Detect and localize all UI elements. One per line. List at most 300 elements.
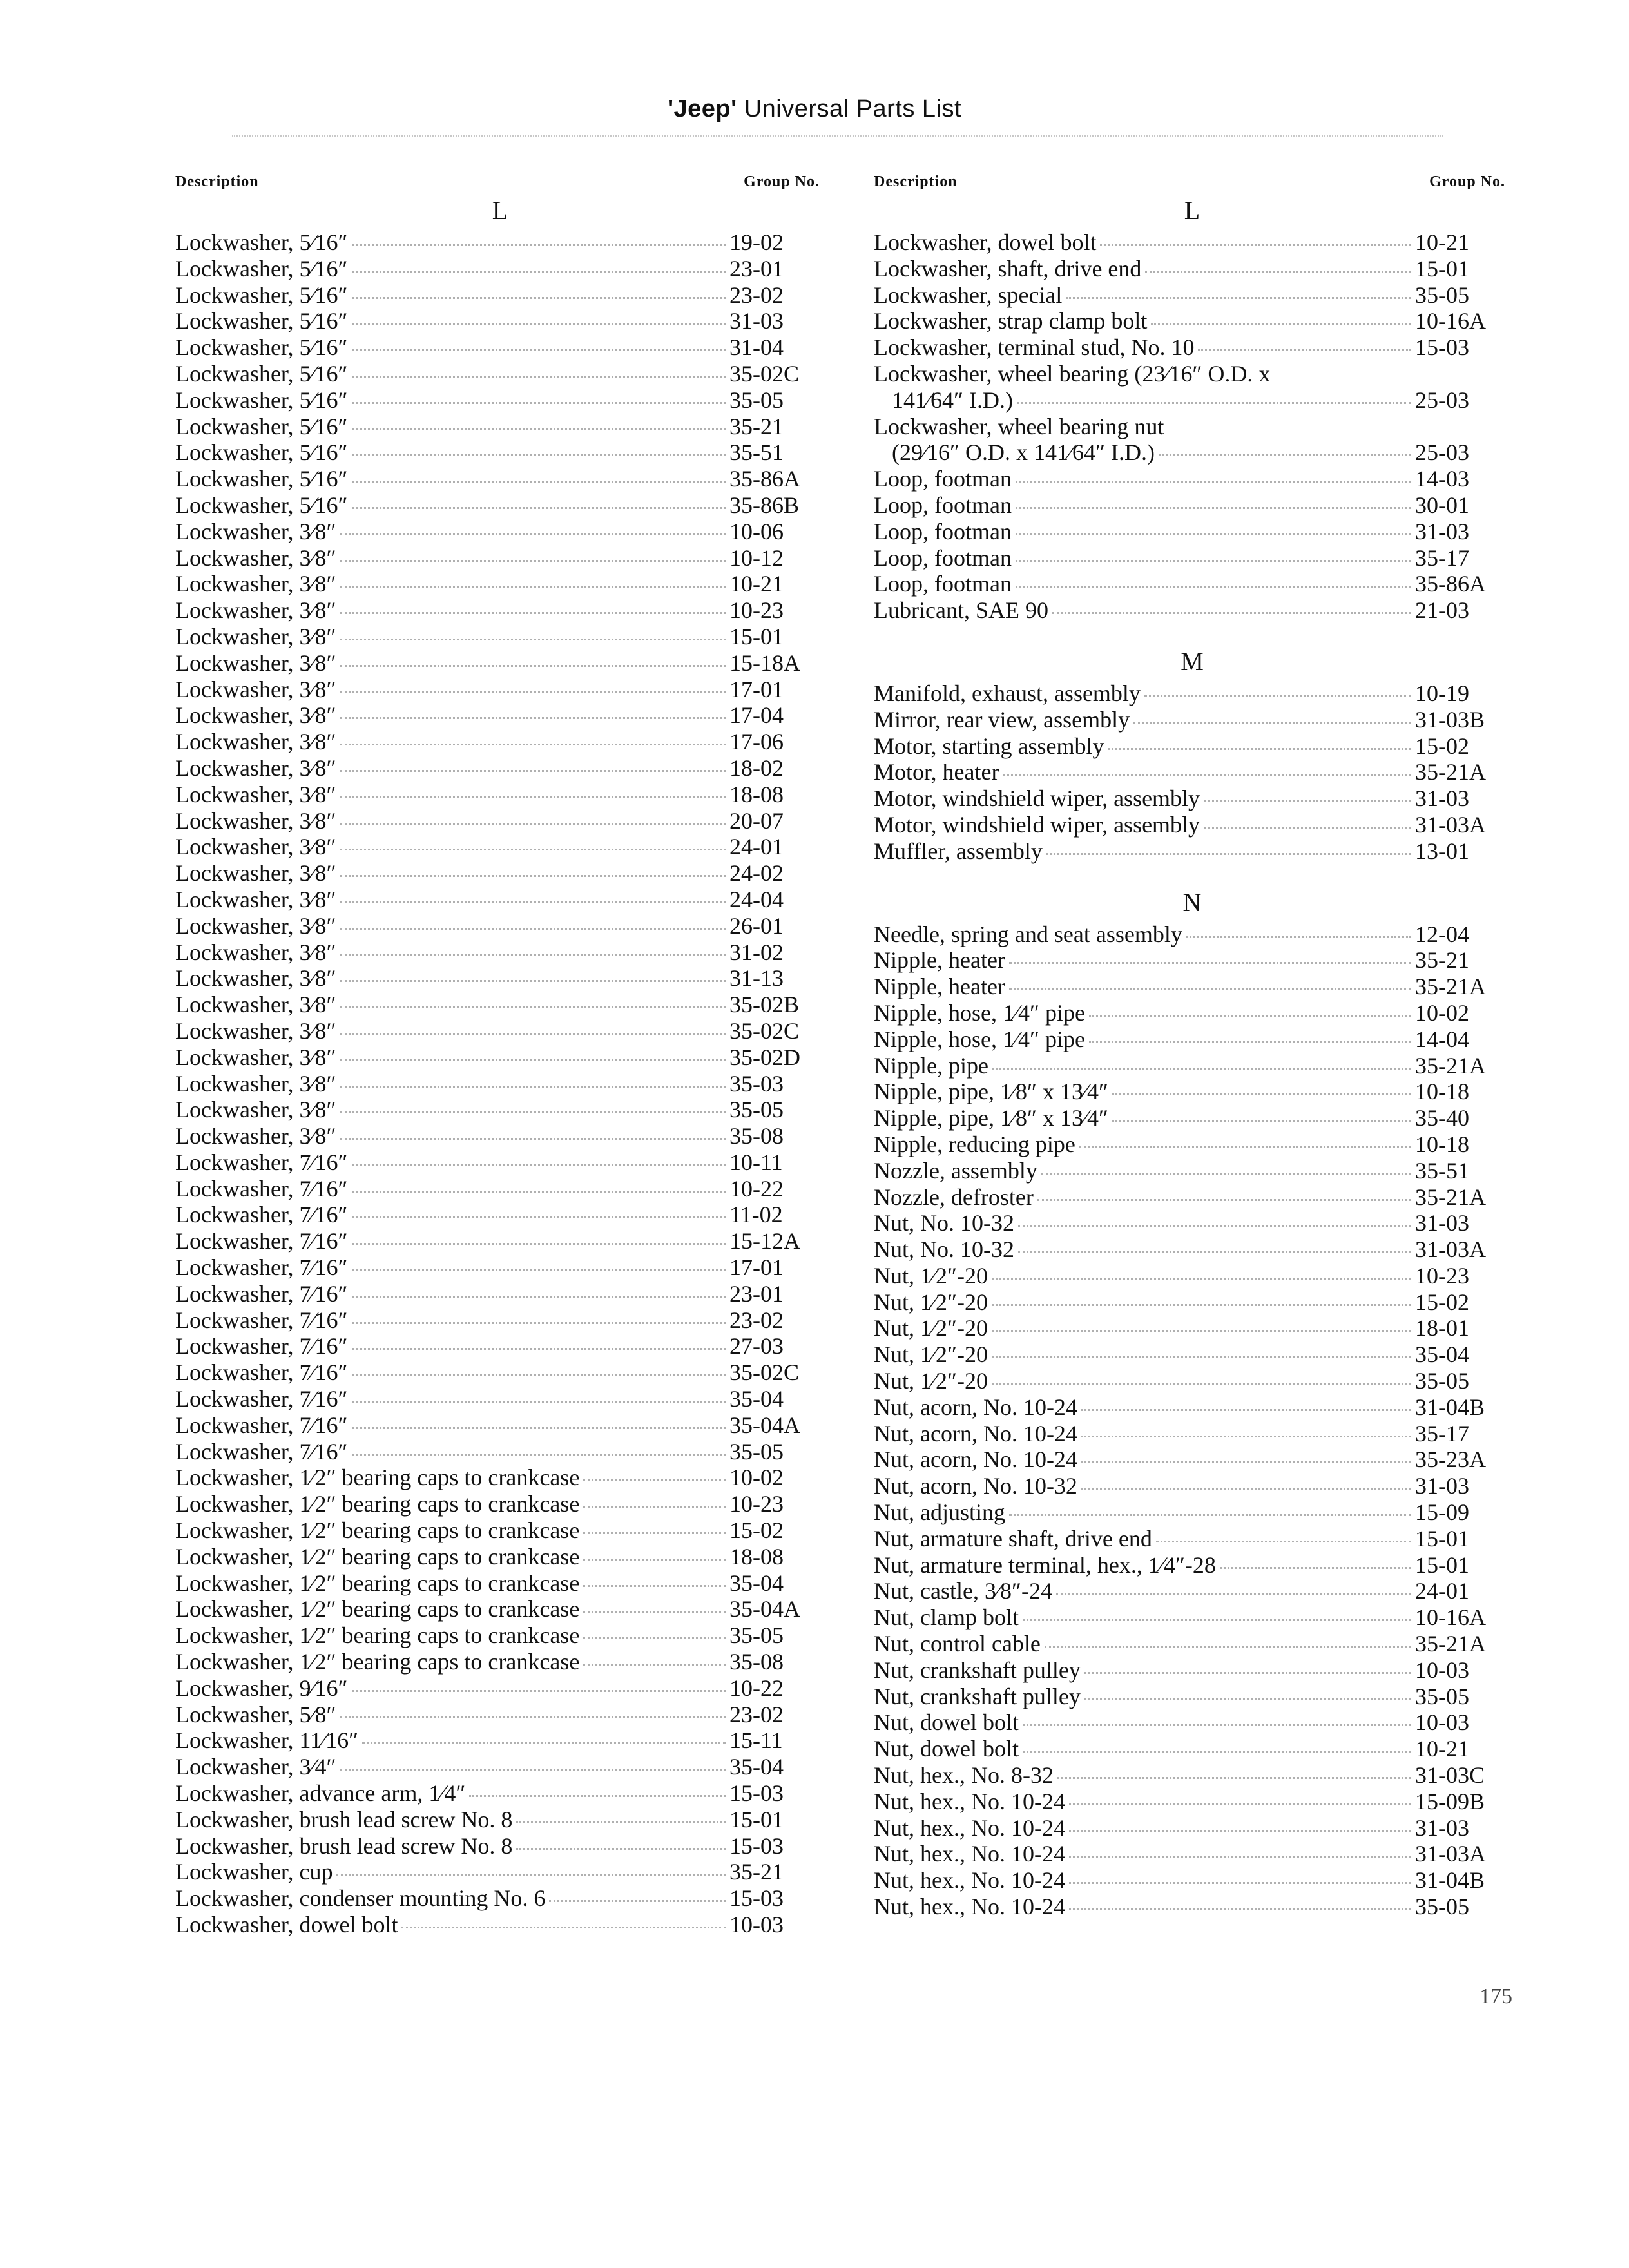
group-number: 35-05 [1415, 1894, 1469, 1920]
part-description: Lockwasher, 3⁄8″ [175, 649, 336, 676]
part-description: Nut, control cable [874, 1631, 1041, 1657]
list-item [175, 1071, 825, 1097]
dot-leader [340, 533, 726, 535]
list-item [175, 466, 825, 492]
list-item [175, 1517, 825, 1544]
part-description: Loop, footman [874, 571, 1012, 597]
dot-leader [583, 1532, 726, 1534]
list-item [175, 1228, 825, 1254]
list-item [874, 1604, 1510, 1631]
group-number: 35-86A [1415, 571, 1486, 597]
group-number: 31-03 [1415, 1210, 1469, 1236]
group-number: 35-17 [1415, 1420, 1469, 1446]
list-item [874, 361, 1510, 387]
part-description: Nut, castle, 3⁄8″-24 [874, 1578, 1052, 1604]
dot-leader [1016, 481, 1411, 483]
left-column [175, 171, 825, 1938]
part-description: Lockwasher, 7⁄16″ [175, 1333, 348, 1360]
list-item [175, 965, 825, 992]
group-number: 31-03 [1415, 1473, 1469, 1499]
group-number: 15-18A [729, 649, 800, 676]
part-description: Lockwasher, 3⁄8″ [175, 781, 336, 807]
dot-leader [352, 1454, 726, 1456]
list-item [874, 1578, 1510, 1604]
dot-leader [583, 1611, 726, 1613]
list-item [175, 834, 825, 860]
dot-leader [352, 1427, 726, 1429]
group-number: 35-21A [1415, 1184, 1486, 1210]
group-number: 35-05 [729, 1622, 784, 1649]
dot-leader [1089, 1041, 1411, 1043]
list-item [874, 1210, 1510, 1236]
list-item [175, 387, 825, 414]
right-column [874, 171, 1510, 1920]
dot-leader [352, 297, 726, 299]
part-description: Lockwasher, 3⁄8″ [175, 965, 336, 992]
group-number: 31-03 [1415, 518, 1469, 544]
part-description: Nozzle, assembly [874, 1157, 1037, 1184]
group-no-header: Group No. [1429, 173, 1505, 190]
part-description: Mirror, rear view, assembly [874, 706, 1130, 733]
list-item [874, 1368, 1510, 1394]
list-item [175, 414, 825, 440]
dot-leader [352, 454, 726, 456]
dot-leader [1041, 1173, 1411, 1175]
part-description: Motor, windshield wiper, assembly [874, 811, 1200, 838]
dot-leader [1018, 1225, 1411, 1227]
part-description: Lockwasher, 1⁄2″ bearing caps to crankcase [175, 1491, 580, 1517]
group-number: 35-02C [729, 1360, 799, 1386]
list-item [874, 1473, 1510, 1499]
page-title [0, 95, 1629, 123]
part-description: Lockwasher, wheel bearing nut [874, 413, 1164, 439]
part-description: Lockwasher, 7⁄16″ [175, 1202, 348, 1228]
list-item [874, 1131, 1510, 1158]
list-item [874, 229, 1510, 256]
dot-leader [352, 1269, 726, 1271]
part-description: Nut, hex., No. 8-32 [874, 1762, 1054, 1789]
group-number: 35-21 [729, 1859, 784, 1885]
part-description: Nut, armature shaft, drive end [874, 1525, 1152, 1552]
page-title-text: Universal Parts List [737, 95, 962, 122]
dot-leader [352, 481, 726, 483]
part-description: Nipple, heater [874, 947, 1005, 974]
list-item [874, 1105, 1510, 1131]
group-number: 15-03 [1415, 334, 1469, 361]
dot-leader [340, 901, 726, 903]
part-description: Lockwasher, 3⁄8″ [175, 518, 336, 544]
dot-leader [1156, 1541, 1411, 1542]
dot-leader [1017, 402, 1411, 404]
part-description: Lockwasher, 7⁄16″ [175, 1412, 348, 1438]
group-number: 10-23 [1415, 1262, 1469, 1289]
part-description: Motor, starting assembly [874, 733, 1104, 759]
group-number: 35-03 [729, 1070, 784, 1097]
group-number: 10-19 [1415, 680, 1469, 706]
part-description: (29⁄16″ O.D. x 141⁄64″ I.D.) [892, 439, 1155, 466]
dot-leader [352, 349, 726, 351]
group-number: 27-03 [729, 1333, 784, 1360]
group-number: 35-04 [729, 1754, 784, 1780]
list-item [874, 1421, 1510, 1447]
part-description: Nipple, pipe, 1⁄8″ x 13⁄4″ [874, 1079, 1108, 1105]
part-description: Lockwasher, dowel bolt [874, 229, 1097, 255]
group-number: 15-01 [1415, 255, 1469, 282]
part-description: Lockwasher, 3⁄8″ [175, 597, 336, 624]
part-description: Lockwasher, 3⁄8″ [175, 807, 336, 834]
list-item [175, 1412, 825, 1439]
list-item [175, 1149, 825, 1176]
list-item [175, 1859, 825, 1885]
list-item [874, 492, 1510, 519]
group-number: 35-86B [729, 492, 799, 518]
dot-leader [1081, 1409, 1411, 1411]
group-number: 35-86A [729, 466, 800, 492]
part-description: Nut, crankshaft pulley [874, 1683, 1081, 1709]
part-description: Lockwasher, 1⁄2″ bearing caps to crankcase [175, 1596, 580, 1622]
list-item [874, 1079, 1510, 1105]
dot-leader [352, 271, 726, 273]
list-item [874, 1894, 1510, 1920]
dot-leader [340, 586, 726, 588]
group-number: 35-02D [729, 1044, 800, 1070]
list-item [175, 624, 825, 650]
list-item [175, 1307, 825, 1334]
part-description: Nut, hex., No. 10-24 [874, 1788, 1065, 1814]
list-item [874, 838, 1510, 865]
part-description: Nipple, pipe [874, 1052, 988, 1079]
list-item [874, 1158, 1510, 1184]
dot-leader [1069, 1830, 1411, 1832]
part-description: Lockwasher, advance arm, 1⁄4″ [175, 1780, 466, 1807]
part-description: Nut, hex., No. 10-24 [874, 1841, 1065, 1867]
part-description: Lockwasher, 3⁄8″ [175, 912, 336, 939]
part-description: Needle, spring and seat assembly [874, 921, 1182, 947]
dot-leader [1009, 988, 1411, 990]
part-description: Lockwasher, strap clamp bolt [874, 308, 1148, 334]
group-number: 31-03A [1415, 1841, 1486, 1867]
dot-leader [340, 639, 726, 640]
dot-leader [1151, 323, 1411, 325]
dot-leader [340, 1716, 726, 1718]
dot-leader [1009, 1514, 1411, 1516]
part-description: Lockwasher, 3⁄8″ [175, 544, 336, 571]
group-number: 10-16A [1415, 1604, 1486, 1631]
list-item [175, 860, 825, 887]
part-description: Lockwasher, wheel bearing (23⁄16″ O.D. x [874, 360, 1271, 387]
group-number: 10-03 [1415, 1657, 1469, 1683]
group-number: 31-03 [729, 308, 784, 334]
description-header: Description [874, 173, 958, 190]
part-description: Nut, armature terminal, hex., 1⁄4″-28 [874, 1552, 1216, 1578]
dot-leader [340, 928, 726, 930]
part-description: Lockwasher, 7⁄16″ [175, 1175, 348, 1202]
list-item [175, 571, 825, 597]
list-item [874, 1499, 1510, 1526]
dot-leader [1016, 533, 1411, 535]
dot-leader [1016, 586, 1411, 588]
group-number: 31-04B [1415, 1867, 1485, 1894]
group-number: 15-09B [1415, 1788, 1485, 1814]
part-description: Nut, dowel bolt [874, 1736, 1019, 1762]
part-description: Lockwasher, 1⁄2″ bearing caps to crankcase [175, 1649, 580, 1675]
part-description: Lockwasher, 1⁄2″ bearing caps to crankcase [175, 1570, 580, 1596]
list-item [175, 677, 825, 703]
right-sections [874, 192, 1510, 1920]
dot-leader [340, 691, 726, 693]
dot-leader [352, 428, 726, 430]
dot-leader [1204, 800, 1411, 802]
group-number: 35-21A [1415, 759, 1486, 785]
group-number: 18-01 [1415, 1315, 1469, 1341]
dot-leader [340, 744, 726, 745]
group-number: 24-02 [729, 860, 784, 887]
dot-leader [340, 1086, 726, 1088]
list-item [175, 519, 825, 545]
group-number: 35-05 [1415, 1683, 1469, 1709]
group-number: 25-03 [1415, 387, 1469, 413]
part-description: Lockwasher, brush lead screw No. 8 [175, 1832, 513, 1859]
dot-leader [352, 1401, 726, 1403]
group-number: 10-18 [1415, 1131, 1469, 1157]
dot-leader [1003, 774, 1411, 776]
group-number: 35-21 [1415, 947, 1469, 974]
list-item [874, 1762, 1510, 1789]
part-description: Lockwasher, 5⁄8″ [175, 1701, 336, 1727]
dot-leader [1069, 1882, 1411, 1884]
dot-leader [340, 1059, 726, 1061]
group-number: 24-01 [729, 834, 784, 860]
list-item [874, 1657, 1510, 1684]
group-number: 15-11 [729, 1727, 783, 1754]
group-number: 10-21 [1415, 229, 1469, 255]
group-number: 10-21 [1415, 1736, 1469, 1762]
list-item [175, 782, 825, 808]
left-entries-list [175, 229, 825, 1938]
group-number: 10-11 [729, 1149, 783, 1175]
dot-leader [1144, 695, 1411, 697]
group-number: 31-03 [1415, 1814, 1469, 1841]
group-number: 35-04A [729, 1596, 800, 1622]
dot-leader [1112, 1120, 1411, 1122]
dot-leader [340, 770, 726, 772]
part-description: Loop, footman [874, 492, 1012, 518]
list-item [175, 1596, 825, 1622]
list-item [175, 1702, 825, 1728]
dot-leader [1069, 1856, 1411, 1858]
dot-leader [516, 1821, 726, 1823]
group-number: 31-03A [1415, 811, 1486, 838]
dot-leader [583, 1506, 726, 1508]
group-number: 35-02C [729, 1017, 799, 1044]
dot-leader [340, 1111, 726, 1113]
dot-leader [1016, 560, 1411, 562]
list-item [874, 1446, 1510, 1473]
group-number: 15-03 [729, 1885, 784, 1912]
dot-leader [1084, 1698, 1411, 1700]
group-number: 35-05 [729, 1438, 784, 1465]
list-item [175, 361, 825, 387]
dot-leader [352, 1164, 726, 1166]
part-description: Lockwasher, 5⁄16″ [175, 282, 348, 308]
list-item [175, 650, 825, 677]
group-number: 35-05 [1415, 1368, 1469, 1394]
dot-leader [352, 1348, 726, 1350]
list-item [874, 1789, 1510, 1815]
dot-leader [1069, 1908, 1411, 1910]
dot-leader [1023, 1724, 1411, 1726]
part-description: Lockwasher, 7⁄16″ [175, 1438, 348, 1465]
group-number: 31-03A [1415, 1236, 1486, 1263]
group-number: 10-03 [729, 1912, 784, 1937]
part-description: Nipple, hose, 1⁄4″ pipe [874, 999, 1085, 1026]
dot-leader [340, 665, 726, 667]
list-item [175, 1649, 825, 1675]
dot-leader [352, 244, 726, 246]
dot-leader [340, 1138, 726, 1140]
list-item [175, 545, 825, 572]
dot-leader [340, 849, 726, 850]
list-item [175, 992, 825, 1018]
right-column-header [874, 171, 1510, 192]
list-item [874, 414, 1510, 440]
list-item [175, 1281, 825, 1307]
dot-leader [992, 1383, 1411, 1385]
part-description: Lockwasher, 3⁄8″ [175, 1123, 336, 1149]
group-number: 10-16A [1415, 308, 1486, 334]
list-item [175, 1333, 825, 1360]
list-item [175, 887, 825, 913]
group-number: 15-02 [1415, 733, 1469, 759]
dot-leader [1089, 1015, 1411, 1017]
group-number: 23-01 [729, 1280, 784, 1307]
dot-leader [992, 1278, 1411, 1280]
dot-leader [352, 1374, 726, 1376]
list-item [175, 308, 825, 334]
list-item [874, 1341, 1510, 1368]
group-number: 14-04 [1415, 1026, 1469, 1052]
dot-leader [1112, 1093, 1411, 1095]
part-description: Lubricant, SAE 90 [874, 597, 1048, 624]
group-number: 10-02 [729, 1465, 784, 1491]
dot-leader [352, 402, 726, 404]
list-item [175, 755, 825, 782]
group-number: 24-01 [1415, 1578, 1469, 1604]
dot-leader [1145, 271, 1411, 273]
list-item [874, 680, 1510, 707]
part-description: Loop, footman [874, 544, 1012, 571]
part-description: Motor, heater [874, 759, 999, 785]
list-item [175, 492, 825, 519]
part-description: Lockwasher, 7⁄16″ [175, 1280, 348, 1307]
group-no-header: Group No. [744, 173, 820, 190]
dot-leader [469, 1795, 726, 1797]
part-description: Lockwasher, 5⁄16″ [175, 229, 348, 255]
part-description: Lockwasher, 3⁄8″ [175, 860, 336, 887]
group-number: 11-02 [729, 1202, 783, 1228]
part-description: Nut, acorn, No. 10-32 [874, 1473, 1077, 1499]
list-item [874, 1236, 1510, 1263]
part-description: Lockwasher, 11⁄16″ [175, 1727, 359, 1754]
group-number: 24-04 [729, 886, 784, 912]
part-description: Lockwasher, 5⁄16″ [175, 255, 348, 282]
group-number: 15-03 [729, 1832, 784, 1859]
dot-leader [992, 1304, 1411, 1306]
part-description: Lockwasher, 5⁄16″ [175, 360, 348, 387]
group-number: 17-04 [729, 702, 784, 729]
dot-leader [1081, 1461, 1411, 1463]
part-description: Lockwasher, 7⁄16″ [175, 1307, 348, 1333]
dot-leader [583, 1559, 726, 1561]
list-item [874, 439, 1510, 466]
part-description: 141⁄64″ I.D.) [892, 387, 1013, 413]
group-number: 15-03 [729, 1780, 784, 1807]
dot-leader [340, 1033, 726, 1035]
list-item [175, 1754, 825, 1780]
dot-leader [1204, 827, 1411, 829]
description-header: Description [175, 173, 259, 190]
list-item [175, 913, 825, 939]
part-description: Lockwasher, 5⁄16″ [175, 492, 348, 518]
list-item [874, 707, 1510, 733]
section-letter: N [1182, 887, 1202, 917]
list-item [175, 334, 825, 361]
part-description: Nipple, heater [874, 974, 1005, 1000]
group-number: 31-03B [1415, 706, 1485, 733]
list-item [874, 519, 1510, 545]
list-item [874, 1289, 1510, 1316]
part-description: Nut, 1⁄2″-20 [874, 1368, 988, 1394]
part-description: Nut, hex., No. 10-24 [874, 1894, 1065, 1920]
section-gap [874, 865, 1510, 884]
part-description: Nut, hex., No. 10-24 [874, 1867, 1065, 1894]
list-item [874, 1526, 1510, 1552]
group-number: 35-05 [1415, 282, 1469, 308]
group-number: 35-40 [1415, 1105, 1469, 1131]
list-item [874, 1684, 1510, 1710]
dot-leader [352, 1191, 726, 1193]
dot-leader [1108, 748, 1411, 750]
list-item [175, 1570, 825, 1597]
dot-leader [1220, 1567, 1411, 1569]
part-description: Lockwasher, 3⁄8″ [175, 1097, 336, 1123]
dot-leader [340, 717, 726, 719]
dot-leader [340, 875, 726, 877]
part-description: Lockwasher, 3⁄8″ [175, 676, 336, 702]
group-number: 18-08 [729, 781, 784, 807]
dot-leader [1081, 1488, 1411, 1490]
list-item [874, 812, 1510, 838]
dot-leader [1009, 962, 1411, 964]
dot-leader [1069, 1803, 1411, 1805]
part-description: Muffler, assembly [874, 838, 1043, 864]
group-number: 20-07 [729, 807, 784, 834]
part-description: Nut, 1⁄2″-20 [874, 1289, 988, 1315]
list-item [175, 1044, 825, 1071]
group-number: 26-01 [729, 912, 784, 939]
list-item [175, 1622, 825, 1649]
group-number: 35-23A [1415, 1446, 1486, 1473]
group-number: 35-04A [729, 1412, 800, 1438]
list-item [874, 256, 1510, 282]
group-number: 31-04 [729, 334, 784, 361]
section-letter: L [492, 196, 508, 225]
list-item [175, 1780, 825, 1807]
list-item [874, 1026, 1510, 1053]
part-description: Lockwasher, 3⁄8″ [175, 1017, 336, 1044]
group-number: 15-02 [1415, 1289, 1469, 1315]
list-item [175, 439, 825, 466]
